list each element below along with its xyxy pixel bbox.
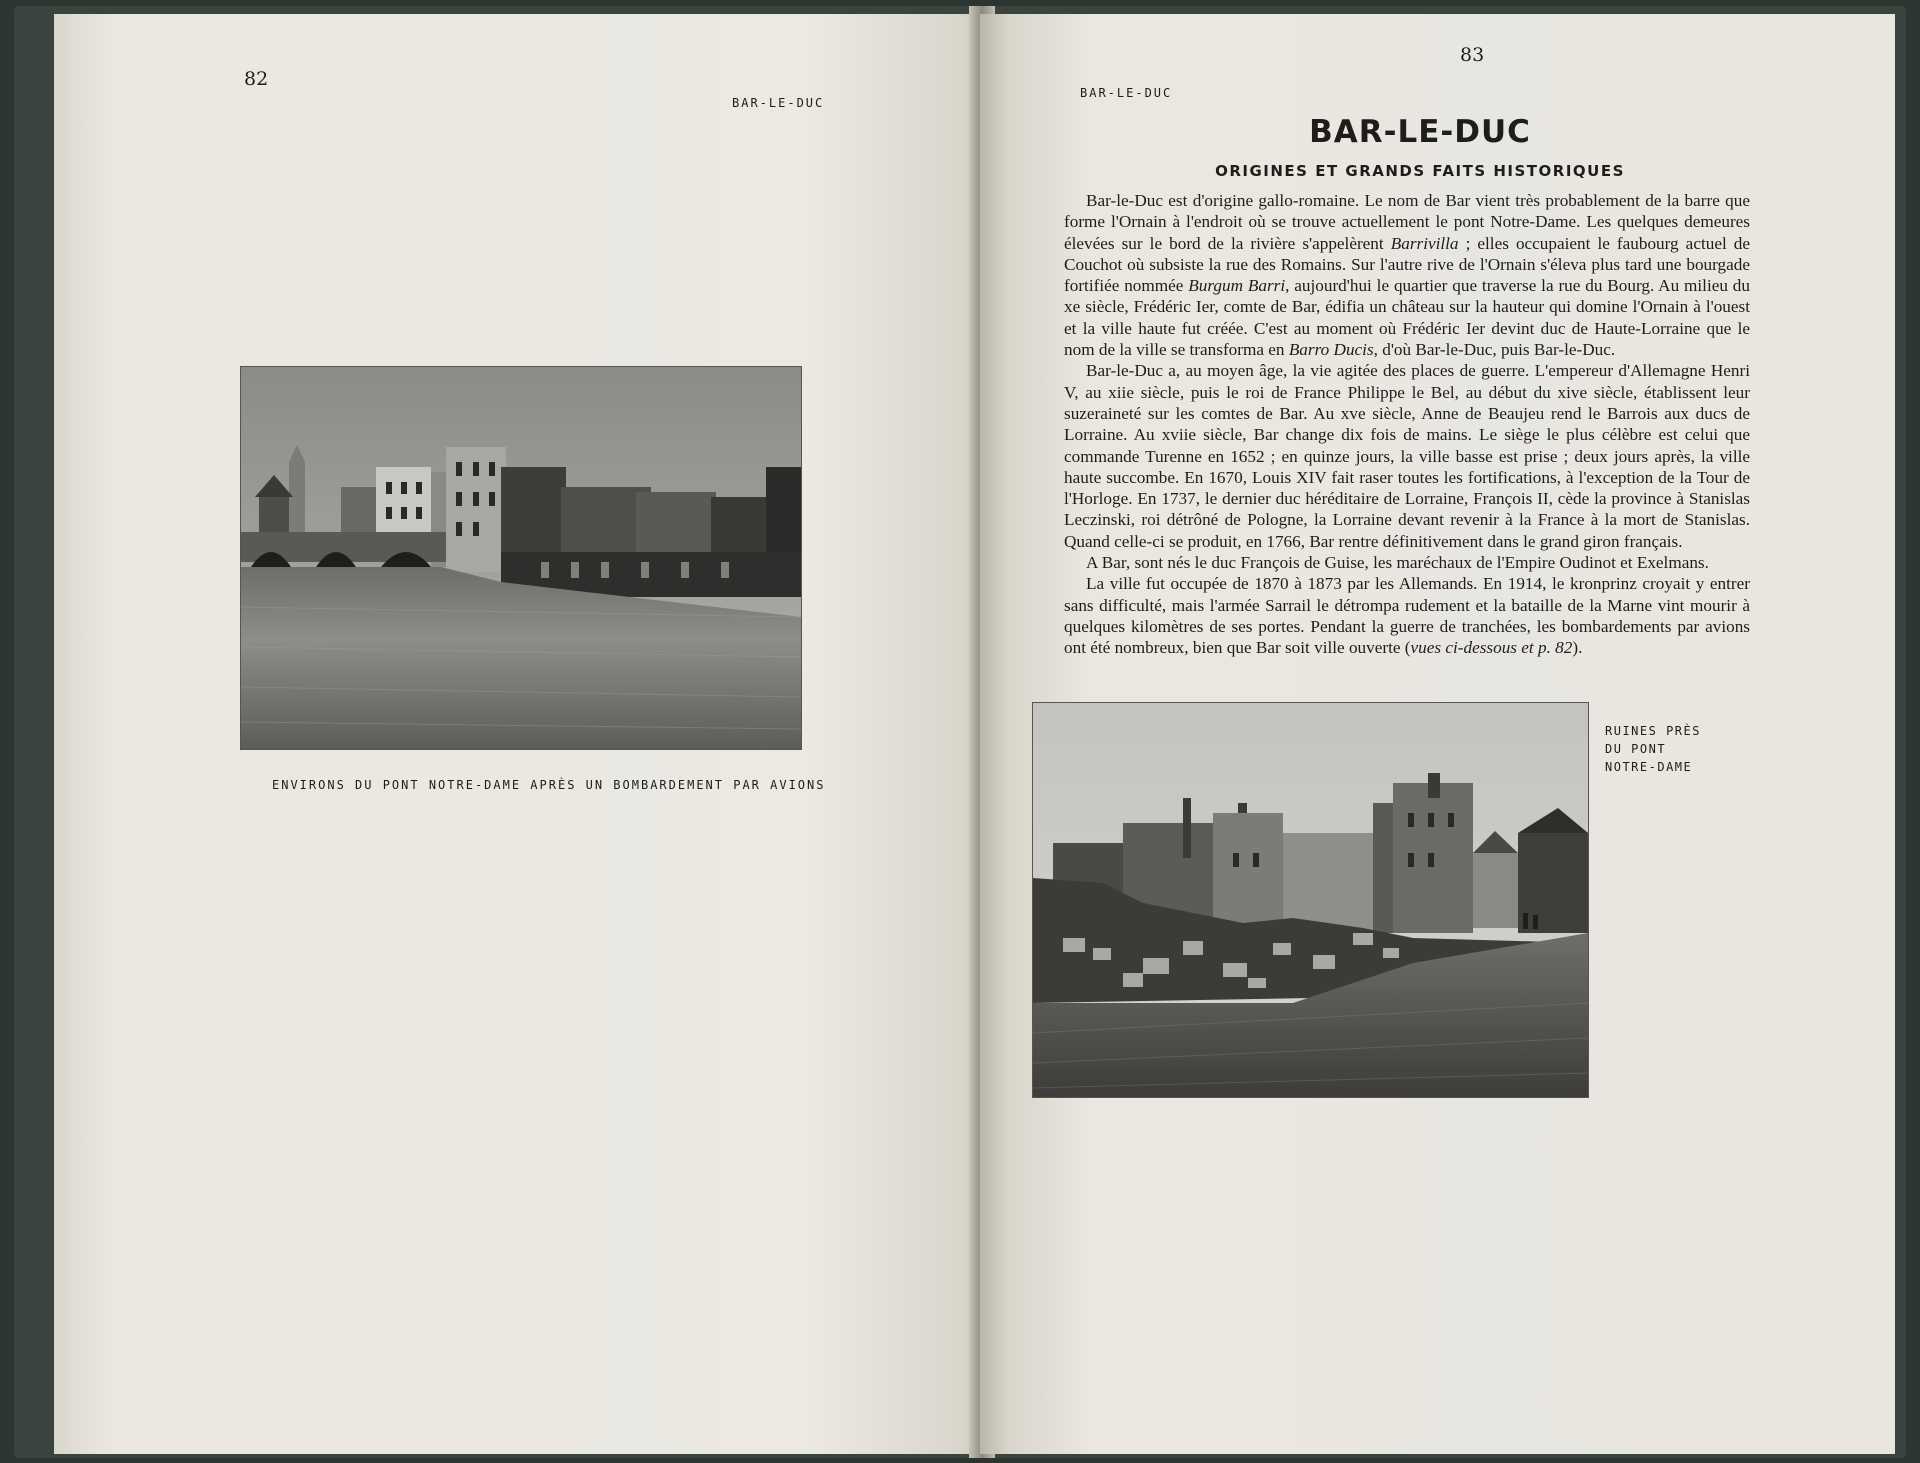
page-number-left: 82 [244,68,269,90]
side-caption-line: NOTRE-DAME [1605,760,1693,774]
running-head-left: BAR-LE-DUC [732,96,825,110]
history-text [1064,190,1750,659]
italic-text: vues ci-dessous et p. 82 [1410,638,1573,658]
chapter-subtitle: ORIGINES ET GRANDS FAITS HISTORIQUES [1215,162,1625,180]
bridge-river-image [241,367,801,749]
italic-text: Barrivilla [1390,233,1459,253]
side-caption-line: DU PONT [1605,742,1667,756]
text-run: Bar-le-Duc a, au moyen âge, la vie agitée des places de guerre. L'empereur d'Allemagne Henri V, au xiie siècle, puis le roi de France Philippe le Bel, au début du xive siècle, établissent leur suzeraineté sur les comtes de Bar. Au xve siècle, Anne de Beaujeu rend le Barrois aux ducs de Lorraine. Au xviie siècle, Bar change dix fois de mains. Le siège le plus célèbre est celui que commande Turenne en 1652 ; en quinze jours, la ville basse est prise ; deux jours après, la ville haute succombe. En 1670, Louis XIV fait raser toutes les fortifications, à l'exception de la Tour de l'Horloge. En 1737, le dernier duc héréditaire de Lorraine, François II, cède la province à Stanislas Leczinski, roi détrôné de Pologne, la Lorraine devant revenir à la France à la mort de Stanislas. Quand celle-ci se produit, en 1766, Bar rentre définitivement dans le grand giron français. [1064,361,1750,551]
chapter-title: BAR-LE-DUC [1309,114,1531,150]
open-book [14,6,1906,1458]
text-run: , aujourd'hui le quartier que traverse la rue du Bourg. Au milieu du xe siècle, Frédéric Ier, comte de Bar, édifia un château sur la hauteur qui domine l'Ornain à l'ouest et la ville haute fut créée. C'est au moment où Frédéric Ier devint duc de Haute-Lorraine que le nom de la ville se transforma en [1064,276,1750,360]
paragraph-war [1064,573,1750,658]
text-run: ). [1572,638,1583,658]
running-head-right: BAR-LE-DUC [1080,86,1173,100]
text-run: A Bar, sont nés le duc François de Guise, les maréchaux de l'Empire Oudinot et Exelmans. [1086,553,1709,573]
page-number-right: 83 [1460,44,1485,66]
paragraph-middle-ages [1064,360,1750,552]
paragraph-birthplace [1064,552,1750,573]
text-run: , d'où Bar-le-Duc, puis Bar-le-Duc. [1373,340,1616,360]
left-photo-caption: ENVIRONS DU PONT NOTRE-DAME APRÈS UN BOMBARDEMENT PAR AVIONS [272,778,826,792]
left-page [54,14,999,1454]
text-run: La ville fut occupée de 1870 à 1873 par les Allemands. En 1914, le kronprinz croyait y entrer sans difficulté, mais l'armée Sarrail le détrompa rudement et la bataille de la Marne vint mourir à quelques kilomètres de ses portes. Pendant la guerre de tranchées, les bombardements par avions ont été nombreux, bien que Bar soit ville ouverte ( [1064,574,1750,658]
paragraph-origins [1064,190,1750,360]
ruins-side-caption [1605,722,1701,776]
text-run: ; elles occupaient le faubourg actuel de Couchot où subsiste la rue des Romains. Sur l'autre rive de l'Ornain s'éleva plus tard une bourgade fortifiée nommée [1064,233,1750,296]
bridge-river-photo [240,366,802,750]
ruins-photo [1032,702,1589,1098]
italic-text: Barro Ducis [1288,340,1374,360]
italic-text: Burgum Barri [1188,276,1286,296]
side-caption-line: RUINES PRÈS [1605,724,1701,738]
right-page [980,14,1895,1454]
ruins-image [1033,703,1588,1097]
text-run: Bar-le-Duc est d'origine gallo-romaine. Le nom de Bar vient très probablement de la barre que forme l'Ornain à l'endroit où se trouve actuellement le pont Notre-Dame. Les quelques demeures élevées sur le bord de la rivière s'appelèrent [1064,191,1750,253]
